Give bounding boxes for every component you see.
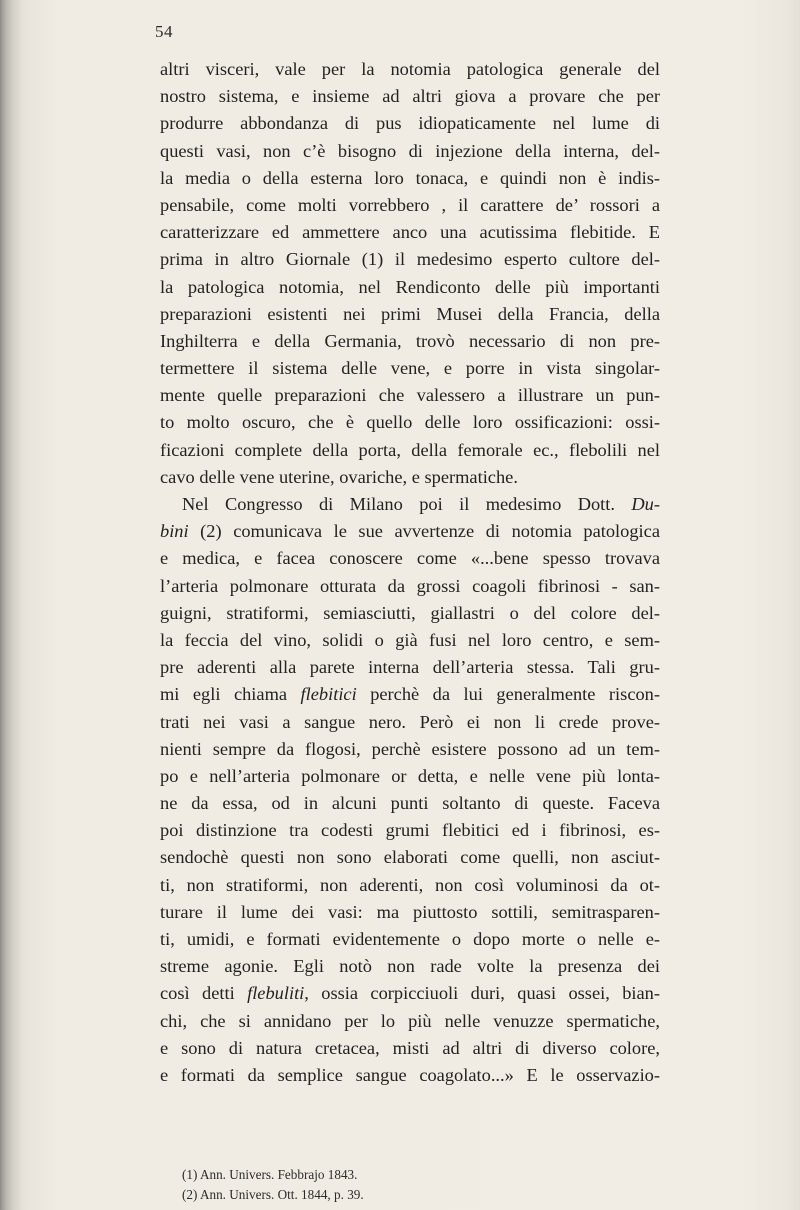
text-line: trati nei vasi a sangue nero. Però ei non li crede prove-: [160, 711, 660, 732]
text-line: pensabile, come molti vorrebbero , il carattere de’ rossori a: [160, 194, 660, 215]
text-line: ficazioni complete della porta, della femorale ec., flebolili nel: [160, 439, 660, 460]
text-line: altri visceri, vale per la notomia patologica generale del: [160, 59, 660, 79]
text-line: preparazioni esistenti nei primi Musei della Francia, della: [160, 303, 660, 324]
text-line: nostro sistema, e insieme ad altri giova a provare che per: [160, 86, 660, 107]
page-number: 54: [155, 22, 173, 41]
binding-shadow: [0, 0, 22, 1210]
text-line: termettere il sistema delle vene, e porre in vista singolar-: [160, 358, 660, 379]
text-line: e medica, e facea conoscere come «...bene spesso trovava: [160, 548, 660, 569]
text-line: e sono di natura cretacea, misti ad altri di diverso colore,: [160, 1037, 660, 1058]
text-line: sendochè questi non sono elaborati come quelli, non asciut-: [160, 847, 660, 868]
text-line: caratterizzare ed ammettere anco una acutissima flebitide. E: [160, 222, 660, 243]
text-line: la feccia del vino, solidi o già fusi nel loro centro, e sem-: [160, 629, 660, 650]
text-line: streme agonie. Egli notò non rade volte la presenza dei: [160, 956, 660, 977]
footnote: (1) Ann. Univers. Febbrajo 1843.: [182, 1167, 358, 1182]
text-line: po e nell’arteria polmonare or detta, e nelle vene più lonta-: [160, 765, 660, 786]
text-line: la media o della esterna loro tonaca, e quindi non è indis-: [160, 167, 660, 188]
text-line: pre aderenti alla parete interna dell’arteria stessa. Tali gru-: [160, 657, 660, 678]
body-text: [160, 56, 660, 1089]
text-line: così detti flebuliti, ossia corpicciuoli duri, quasi ossei, bian-: [160, 983, 660, 1004]
text-line: nienti sempre da flogosi, perchè esistere possono ad un tem-: [160, 738, 660, 759]
text-line: Inghilterra e della Germania, trovò necessario di non pre-: [160, 330, 660, 351]
text-line: la patologica notomia, nel Rendiconto delle più importanti: [160, 276, 660, 297]
text-line: questi vasi, non c’è bisogno di injezione della interna, del-: [160, 140, 660, 161]
text-line: e formati da semplice sangue coagolato...» E le osservazio-: [160, 1064, 660, 1085]
text-line: guigni, stratiformi, semiasciutti, giallastri o del colore del-: [160, 602, 660, 623]
text-line: l’arteria polmonare otturata da grossi coagoli fibrinosi - san-: [160, 575, 660, 596]
footnotes: [182, 1165, 364, 1205]
footnote: (2) Ann. Univers. Ott. 1844, p. 39.: [182, 1187, 364, 1202]
text-line: prima in altro Giornale (1) il medesimo esperto cultore del-: [160, 249, 660, 270]
text-line: mi egli chiama flebitici perchè da lui generalmente riscon-: [160, 684, 660, 705]
text-line: bini (2) comunicava le sue avvertenze di notomia patologica: [160, 521, 660, 542]
text-line: Nel Congresso di Milano poi il medesimo Dott. Du-: [182, 494, 660, 514]
text-line: ne da essa, od in alcuni punti soltanto di queste. Faceva: [160, 793, 660, 814]
text-line: cavo delle vene uterine, ovariche, e spermatiche.: [160, 466, 518, 487]
text-line: chi, che si annidano per lo più nelle venuzze spermatiche,: [160, 1010, 660, 1031]
text-line: to molto oscuro, che è quello delle loro ossificazioni: ossi-: [160, 412, 660, 433]
text-line: mente quelle preparazioni che valessero a illustrare un pun-: [160, 385, 660, 406]
text-line: turare il lume dei vasi: ma piuttosto sottili, semitrasparen-: [160, 901, 660, 922]
text-line: poi distinzione tra codesti grumi flebitici ed i fibrinosi, es-: [160, 820, 660, 841]
text-line: ti, umidi, e formati evidentemente o dopo morte o nelle e-: [160, 929, 660, 949]
text-line: produrre abbondanza di pus idiopaticamente nel lume di: [160, 113, 660, 134]
text-line: ti, non stratiformi, non aderenti, non così voluminosi da ot-: [160, 874, 660, 895]
